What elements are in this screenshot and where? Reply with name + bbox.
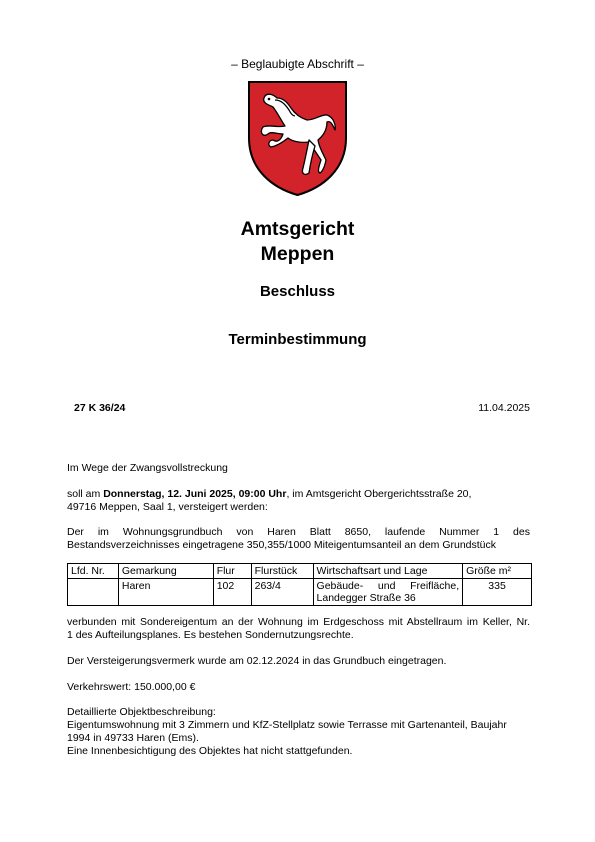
table-header-cell: Größe m² xyxy=(463,564,532,579)
auction-location-text: 49716 Meppen, Saal 1, versteigert werden: xyxy=(67,501,268,513)
certified-copy-note: – Beglaubigte Abschrift – xyxy=(231,57,364,71)
object-description-line1: Eigentumswohnung mit 3 Zimmern und KfZ-Stellplatz sowie Terrasse mit Gartenanteil, Baujahr xyxy=(67,719,507,731)
table-header-cell: Gemarkung xyxy=(118,564,213,579)
object-description-line2: 1994 in 49733 Haren (Ems). xyxy=(67,732,199,744)
document-date: 11.04.2025 xyxy=(478,402,530,414)
special-property-line2: 1 des Aufteilungsplanes. Es bestehen Sondernutzungsrechte. xyxy=(67,629,354,641)
auction-date-suffix: , im Amtsgericht Obergerichtsstraße 20, xyxy=(286,488,472,500)
table-header-cell: Flurstück xyxy=(251,564,313,579)
lower-saxony-horse-coat-of-arms-icon xyxy=(247,80,348,197)
table-header-cell: Flur xyxy=(213,564,251,579)
court-name-line1: Amtsgericht xyxy=(240,218,355,240)
table-cell-groesse: 335 xyxy=(463,579,532,606)
table-header-cell: Wirtschaftsart und Lage xyxy=(313,564,463,579)
table-cell-flur: 102 xyxy=(213,579,251,606)
court-name xyxy=(0,217,595,267)
table-row xyxy=(68,579,532,606)
special-property-line1: verbunden mit Sondereigentum an der Wohnung im Erdgeschoss mit Abstellraum im Keller, Nr. xyxy=(67,616,530,628)
registry-entry-text: Der Versteigerungsvermerk wurde am 02.12.2024 in das Grundbuch eingetragen. xyxy=(67,655,447,667)
auction-date-text xyxy=(67,488,530,501)
table-cell-gemarkung: Haren xyxy=(118,579,213,606)
auction-date-bold: Donnerstag, 12. Juni 2025, 09:00 Uhr xyxy=(103,488,287,500)
intro-text: Im Wege der Zwangsvollstreckung xyxy=(67,462,228,474)
table-header-row xyxy=(68,564,532,579)
case-number: 27 K 36/24 xyxy=(74,402,126,414)
document-subject: Terminbestimmung xyxy=(228,331,367,348)
table-header-cell: Lfd. Nr. xyxy=(68,564,119,579)
parcel-table xyxy=(67,563,532,606)
table-cell-lage-line1: Gebäude- und Freifläche, xyxy=(316,580,460,592)
court-name-line2: Meppen xyxy=(260,243,335,265)
table-cell-lage-line2: Landegger Straße 36 xyxy=(316,592,416,604)
table-cell-flurstueck: 263/4 xyxy=(251,579,313,606)
object-description-line3: Eine Innenbesichtigung des Objektes hat nicht stattgefunden. xyxy=(67,745,353,757)
object-description-title: Detaillierte Objektbeschreibung: xyxy=(67,706,216,718)
table-cell-lfd-nr xyxy=(68,579,119,606)
property-description-line2: Bestandsverzeichnisses eingetragene 350,355/1000 Miteigentumsanteil an dem Grundstück xyxy=(67,539,497,551)
market-value-text: Verkehrswert: 150.000,00 € xyxy=(67,681,196,693)
property-description-line1: Der im Wohnungsgrundbuch von Haren Blatt 8650, laufende Nummer 1 des xyxy=(67,526,530,538)
decision-type: Beschluss xyxy=(259,283,336,300)
auction-date-prefix: soll am xyxy=(67,488,104,500)
table-cell-lage xyxy=(313,579,463,606)
